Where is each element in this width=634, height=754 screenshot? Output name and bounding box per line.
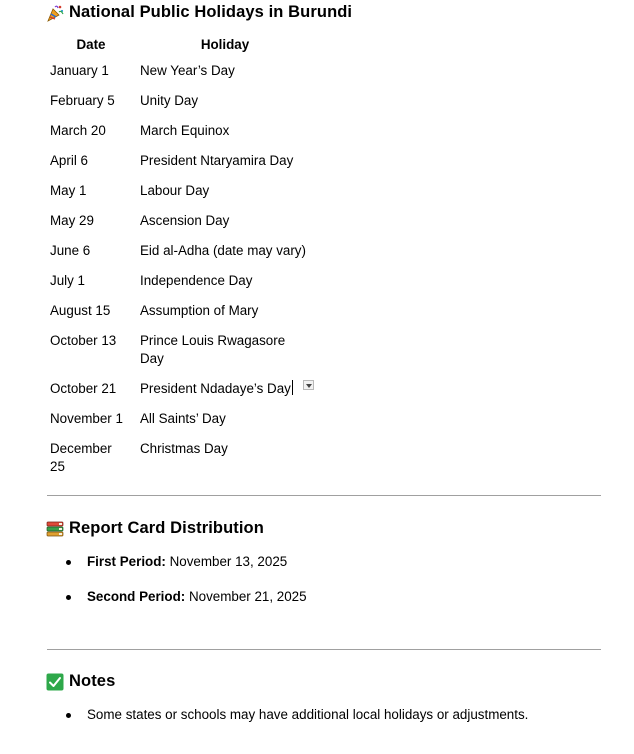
horizontal-divider xyxy=(47,495,601,496)
holiday-cell[interactable]: Independence Day xyxy=(140,273,253,288)
date-cell[interactable]: November 1 xyxy=(50,411,123,426)
item-label: Second Period: xyxy=(87,589,186,604)
date-cell[interactable]: July 1 xyxy=(50,273,85,288)
holidays-heading xyxy=(46,3,352,22)
table-row xyxy=(46,145,314,175)
table-row xyxy=(46,205,314,235)
holiday-cell[interactable]: Eid al-Adha (date may vary) xyxy=(140,243,306,258)
date-cell[interactable]: December 25 xyxy=(50,441,112,474)
date-cell[interactable]: August 15 xyxy=(50,303,111,318)
party-popper-icon xyxy=(46,4,64,22)
notes-list xyxy=(66,706,528,724)
holiday-cell[interactable]: New Year’s Day xyxy=(140,63,235,78)
text-cursor xyxy=(292,380,293,395)
holiday-cell[interactable]: March Equinox xyxy=(140,123,230,138)
holiday-cell[interactable]: President Ntaryamira Day xyxy=(140,153,294,168)
holiday-cell-editing[interactable] xyxy=(136,373,314,403)
table-row xyxy=(46,85,314,115)
table-row xyxy=(46,433,314,481)
date-cell[interactable]: April 6 xyxy=(50,153,88,168)
report-card-list xyxy=(66,553,307,623)
books-icon xyxy=(46,520,64,538)
report-card-heading xyxy=(46,519,264,538)
horizontal-divider xyxy=(47,649,601,650)
table-row xyxy=(46,235,314,265)
holiday-cell[interactable]: All Saints’ Day xyxy=(140,411,226,426)
date-cell[interactable]: May 29 xyxy=(50,213,94,228)
holiday-cell[interactable]: Ascension Day xyxy=(140,213,230,228)
table-row xyxy=(46,175,314,205)
item-value: November 13, 2025 xyxy=(169,554,288,569)
table-row xyxy=(46,295,314,325)
holiday-cell[interactable]: Prince Louis Rwagasore Day xyxy=(140,333,286,366)
list-item xyxy=(66,706,528,724)
note-text: Some states or schools may have additional local holidays or adjustments. xyxy=(87,707,529,722)
notes-heading xyxy=(46,672,115,691)
table-header-row xyxy=(46,33,314,55)
date-cell[interactable]: October 13 xyxy=(50,333,117,348)
holiday-cell[interactable]: Christmas Day xyxy=(140,441,228,456)
column-header-holiday: Holiday xyxy=(200,36,250,52)
date-cell[interactable]: January 1 xyxy=(50,63,109,78)
holiday-cell[interactable]: Assumption of Mary xyxy=(140,303,259,318)
list-item xyxy=(66,588,307,606)
date-cell[interactable]: May 1 xyxy=(50,183,87,198)
date-cell[interactable]: June 6 xyxy=(50,243,91,258)
date-cell[interactable]: March 20 xyxy=(50,123,106,138)
date-cell[interactable]: October 21 xyxy=(50,381,117,396)
list-item xyxy=(66,553,307,571)
table-row xyxy=(46,373,314,403)
column-header-date: Date xyxy=(76,36,106,52)
table-row xyxy=(46,115,314,145)
notes-title: Notes xyxy=(69,672,116,690)
item-label: First Period: xyxy=(87,554,166,569)
holiday-cell[interactable]: Labour Day xyxy=(140,183,210,198)
holiday-cell[interactable]: Unity Day xyxy=(140,93,199,108)
holiday-cell-text: President Ndadaye’s Day xyxy=(140,381,291,396)
table-row xyxy=(46,55,314,85)
table-row xyxy=(46,325,314,373)
table-row xyxy=(46,403,314,433)
holidays-title: National Public Holidays in Burundi xyxy=(69,3,353,21)
table-row xyxy=(46,265,314,295)
date-cell[interactable]: February 5 xyxy=(50,93,115,108)
report-card-title: Report Card Distribution xyxy=(69,519,264,537)
cell-dropdown-toggle[interactable] xyxy=(303,380,314,390)
check-mark-button-icon xyxy=(46,673,64,691)
item-value: November 21, 2025 xyxy=(188,589,307,604)
holidays-table xyxy=(46,33,314,481)
